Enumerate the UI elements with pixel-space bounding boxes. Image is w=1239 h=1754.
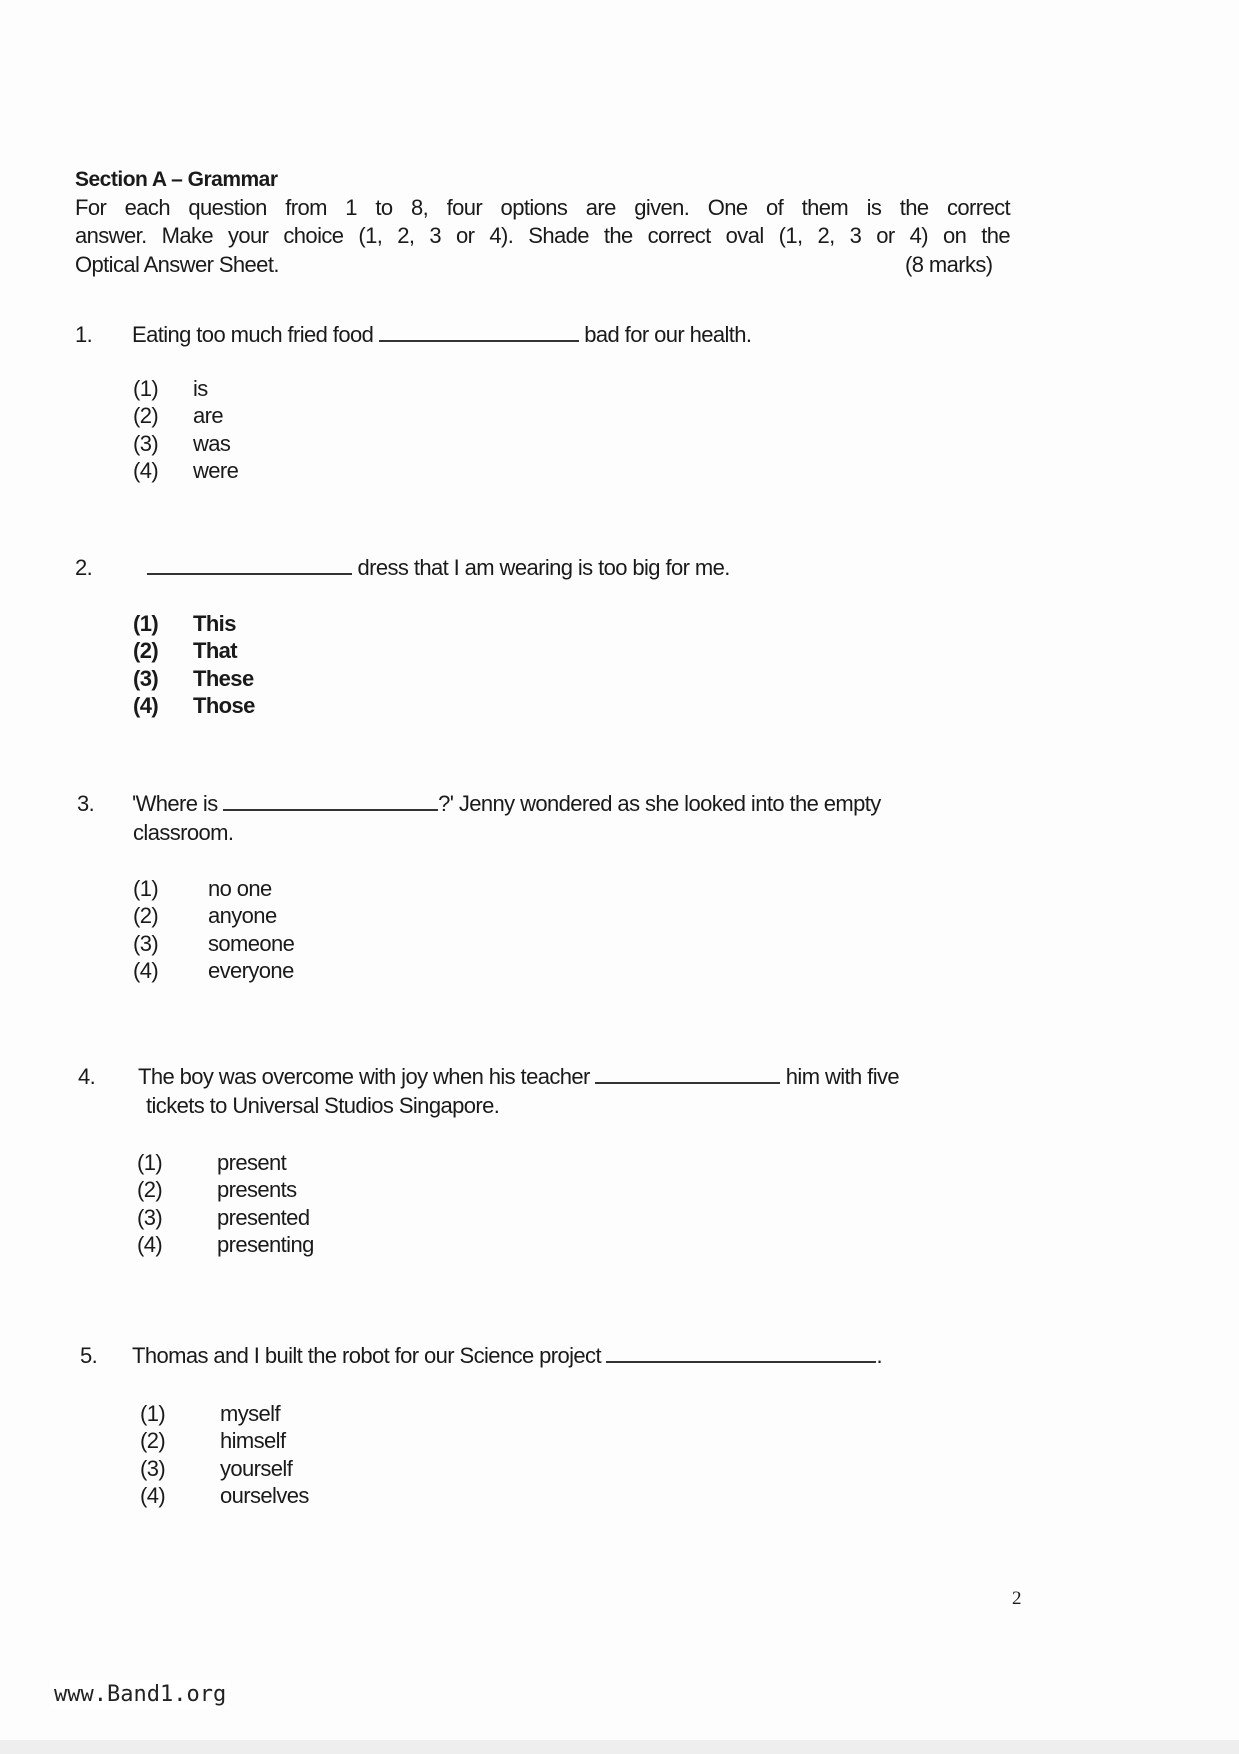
option: (1) present	[137, 1150, 287, 1175]
question-text-after: ?' Jenny wondered as she looked into the empty	[438, 791, 881, 816]
option: (1) This	[133, 611, 236, 636]
instructions-line-2: answer. Make your choice (1, 2, 3 or 4). Shade the correct oval (1, 2, 3 or 4) on the	[75, 223, 1010, 248]
question-number: 1.	[75, 322, 93, 347]
answer-blank	[223, 791, 438, 811]
answer-blank	[379, 322, 579, 342]
option: (3) presented	[137, 1204, 310, 1230]
option: (3) was	[133, 430, 231, 456]
footer-watermark: www.Band1.org	[50, 1680, 230, 1709]
question-3-line-2: classroom.	[133, 820, 234, 845]
question-text-after: dress that I am wearing is too big for me.	[357, 555, 730, 580]
instructions-line-1: For each question from 1 to 8, four options are given. One of them is the correct	[75, 195, 1010, 220]
question-text-after: bad for our health.	[584, 322, 752, 347]
question-text-before: 'Where is	[132, 791, 218, 816]
options-5	[140, 1400, 309, 1509]
question-1	[75, 322, 751, 348]
option: (4) were	[133, 457, 239, 483]
question-text-before: Eating too much fried food	[132, 322, 374, 347]
option: (3) someone	[133, 930, 295, 956]
section-title: Section A – Grammar	[75, 168, 278, 191]
option: (3) yourself	[140, 1455, 293, 1481]
question-4	[78, 1064, 899, 1090]
question-5	[80, 1343, 882, 1369]
options-4	[137, 1149, 314, 1258]
option: (1) myself	[140, 1401, 280, 1426]
option: (2) himself	[140, 1428, 286, 1454]
marks-label: (8 marks)	[905, 252, 993, 277]
instructions-line-3: Optical Answer Sheet.	[75, 252, 279, 277]
answer-blank	[147, 555, 352, 575]
option: (2) anyone	[133, 903, 277, 929]
options-3	[133, 875, 294, 984]
option: (1) no one	[133, 876, 272, 901]
question-number: 4.	[78, 1064, 96, 1089]
option: (4) everyone	[133, 957, 294, 983]
question-4-line-2: tickets to Universal Studios Singapore.	[146, 1093, 500, 1118]
page-number: 2	[1012, 1588, 1022, 1609]
options-1	[133, 375, 238, 484]
option: (4) Those	[133, 692, 255, 718]
option: (1) is	[133, 376, 208, 401]
question-text-after: .	[876, 1343, 882, 1368]
option: (2) are	[133, 403, 223, 429]
option: (4) ourselves	[140, 1482, 309, 1508]
options-2	[133, 610, 255, 719]
question-number: 2.	[75, 555, 93, 580]
question-number: 3.	[77, 791, 95, 816]
option: (2) presents	[137, 1177, 297, 1203]
question-number: 5.	[80, 1343, 98, 1368]
question-text-before: The boy was overcome with joy when his teacher	[138, 1064, 590, 1089]
answer-blank	[606, 1343, 876, 1363]
question-3	[77, 791, 881, 817]
question-2	[75, 555, 730, 581]
scan-edge	[0, 1740, 1239, 1754]
question-text-after: him with five	[785, 1064, 900, 1089]
question-text-before: Thomas and I built the robot for our Science project	[132, 1343, 601, 1368]
answer-blank	[595, 1064, 780, 1084]
option: (3) These	[133, 665, 254, 691]
option: (2) That	[133, 638, 238, 664]
option: (4) presenting	[137, 1231, 314, 1257]
